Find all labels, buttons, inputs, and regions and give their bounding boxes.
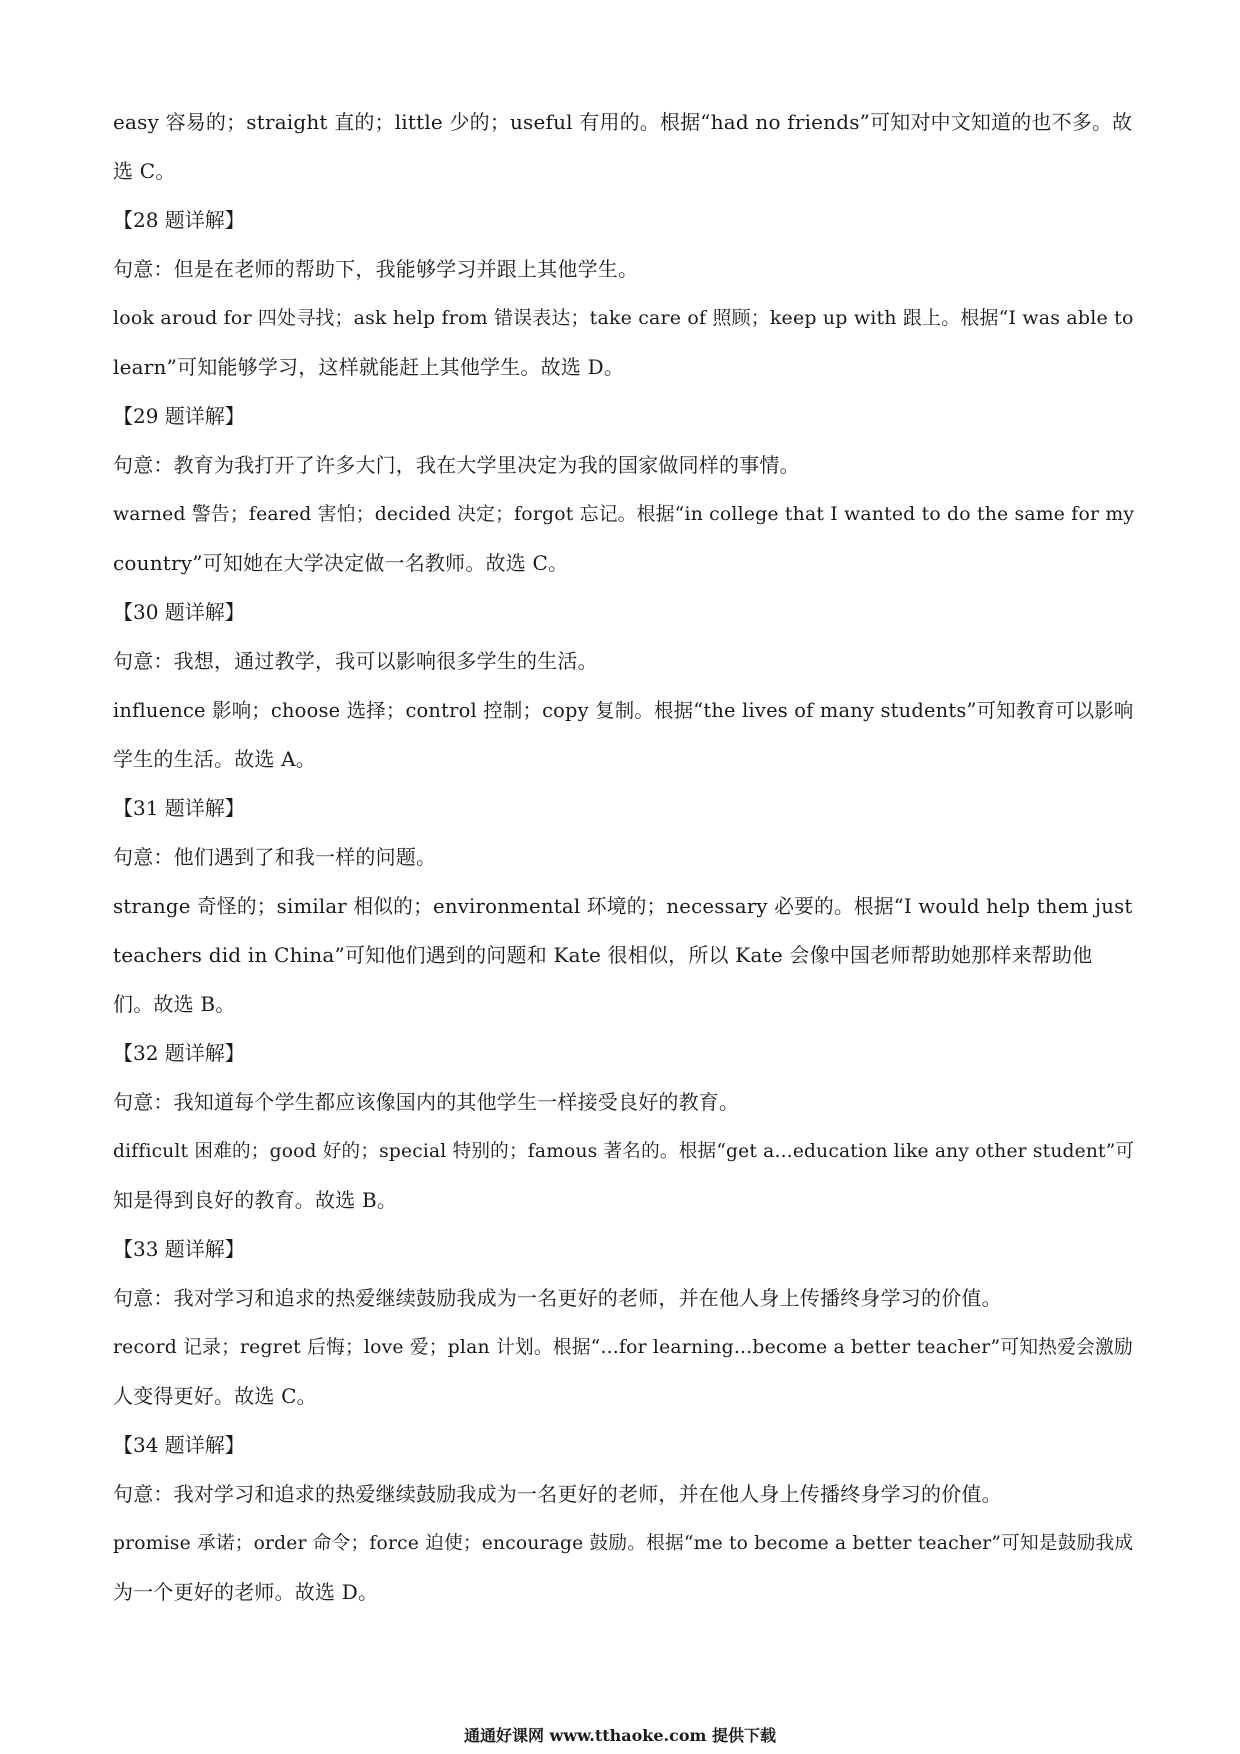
text-line: 句意：我想，通过教学，我可以影响很多学生的生活。 [113, 649, 598, 673]
text-line: 选 C。 [113, 159, 176, 183]
page-footer: 通通好课网 www.tthaoke.com 提供下载 [463, 1726, 777, 1745]
text-line: 句意：我知道每个学生都应该像国内的其他学生一样接受良好的教育。 [113, 1090, 740, 1114]
section-heading: 【30 题详解】 [113, 600, 245, 624]
text-line: 句意：但是在老师的帮助下，我能够学习并跟上其他学生。 [113, 257, 639, 281]
text-line: promise 承诺；order 命令；force 迫使；encourage 鼓励。根据“me to become a better teacher”可知是鼓励我成 [113, 1533, 1134, 1554]
text-line: country”可知她在大学决定做一名教师。故选 C。 [113, 551, 569, 575]
section-heading: 【34 题详解】 [113, 1433, 245, 1457]
text-line: look aroud for 四处寻找；ask help from 错误表达；take care of 照顾；keep up with 跟上。根据“I was able to [113, 307, 1134, 329]
text-line: strange 奇怪的；similar 相似的；environmental 环境的；necessary 必要的。根据“I would help them just [113, 895, 1133, 918]
section-heading: 【32 题详解】 [113, 1041, 245, 1065]
text-line: 句意：教育为我打开了许多大门，我在大学里决定为我的国家做同样的事情。 [113, 453, 800, 477]
text-line: learn”可知能够学习，这样就能赶上其他学生。故选 D。 [113, 355, 625, 379]
text-line: easy 容易的；straight 直的；little 少的；useful 有用的。根据“had no friends”可知对中文知道的也不多。故 [113, 110, 1133, 134]
text-line: difficult 困难的；good 好的；special 特别的；famous 著名的。根据“get a...education like any other student”可 [113, 1141, 1135, 1162]
section-heading: 【29 题详解】 [113, 404, 245, 428]
text-line: 人变得更好。故选 C。 [113, 1384, 317, 1408]
text-line: 们。故选 B。 [113, 992, 236, 1016]
text-line: 为一个更好的老师。故选 D。 [113, 1580, 379, 1604]
text-line: influence 影响；choose 选择；control 控制；copy 复制。根据“the lives of many students”可知教育可以影响 [113, 699, 1134, 722]
text-line: 句意：他们遇到了和我一样的问题。 [113, 845, 437, 869]
text-line: teachers did in China”可知他们遇到的问题和 Kate 很相似，所以 Kate 会像中国老师帮助她那样来帮助他 [113, 943, 1093, 967]
text-line: 学生的生活。故选 A。 [113, 747, 317, 771]
section-heading: 【31 题详解】 [113, 796, 245, 820]
text-line: warned 警告；feared 害怕；decided 决定；forgot 忘记。根据“in college that I wanted to do the same for my [113, 504, 1135, 525]
text-line: 句意：我对学习和追求的热爱继续鼓励我成为一名更好的老师，并在他人身上传播终身学习的价值。 [113, 1482, 1002, 1506]
document-body [113, 98, 1133, 1617]
text-line: record 记录；regret 后悔；love 爱；plan 计划。根据“...for learning...become a better teacher”可知热爱会激励 [113, 1337, 1133, 1358]
section-heading: 【28 题详解】 [113, 208, 245, 232]
text-line: 知是得到良好的教育。故选 B。 [113, 1188, 398, 1212]
text-line: 句意：我对学习和追求的热爱继续鼓励我成为一名更好的老师，并在他人身上传播终身学习的价值。 [113, 1286, 1002, 1310]
section-heading: 【33 题详解】 [113, 1237, 245, 1261]
